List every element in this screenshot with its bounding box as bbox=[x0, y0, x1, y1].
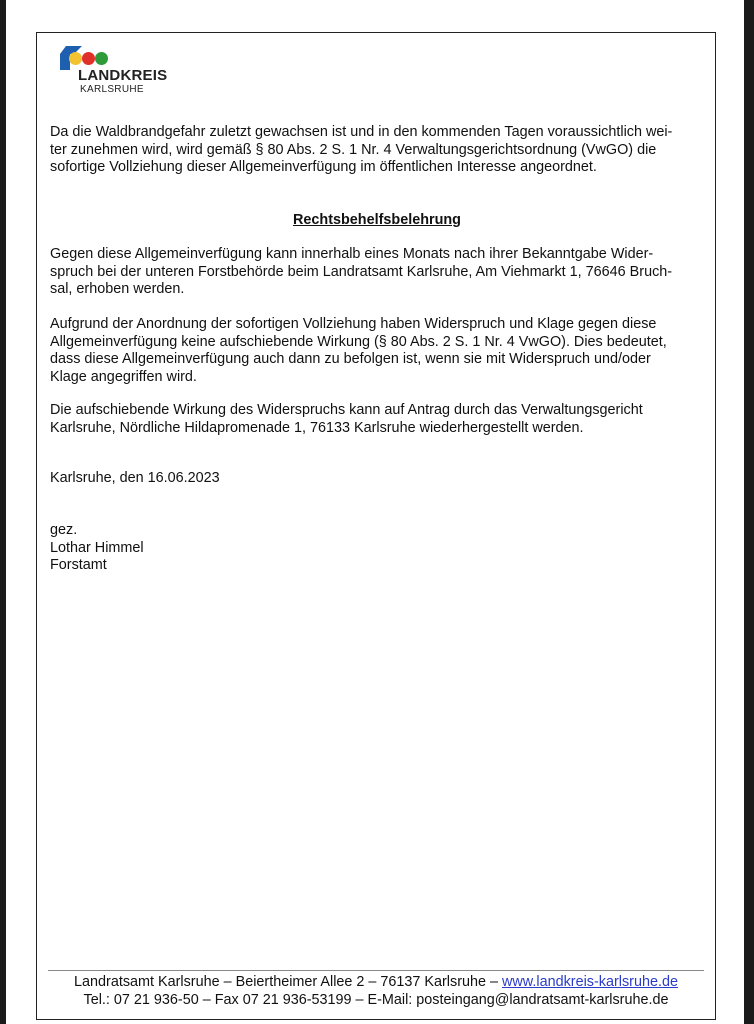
text-line: Aufgrund der Anordnung der sofortigen Vollziehung haben Widerspruch und Klage gegen diese bbox=[50, 316, 657, 332]
text-line: Karlsruhe, Nördliche Hildapromenade 1, 76133 Karlsruhe wiederhergestellt werden. bbox=[50, 419, 584, 436]
logo-yellow-dot bbox=[69, 52, 82, 65]
paragraph-no-suspensive-effect bbox=[50, 316, 710, 386]
text-line: Klage angegriffen wird. bbox=[50, 368, 197, 385]
footer-website-link[interactable]: www.landkreis-karlsruhe.de bbox=[502, 974, 678, 990]
paragraph-immediate-enforcement bbox=[50, 124, 710, 177]
text-line: sal, erhoben werden. bbox=[50, 281, 185, 298]
logo-title: LANDKREIS bbox=[78, 67, 168, 84]
footer-address bbox=[40, 973, 712, 992]
text-line: ter zunehmen wird, wird gemäß § 80 Abs. 2 S. 1 Nr. 4 Verwaltungsgerichtsordnung (VwGO) die bbox=[50, 141, 657, 158]
paragraph-restoration bbox=[50, 402, 710, 437]
place-date: Karlsruhe, den 16.06.2023 bbox=[50, 470, 220, 486]
text-line: Allgemeinverfügung keine aufschiebende Wirkung (§ 80 Abs. 2 S. 1 Nr. 4 VwGO). Dies bedeutet, bbox=[50, 333, 667, 350]
text-line: sofortige Vollziehung dieser Allgemeinverfügung im öffentlichen Interesse angeordnet. bbox=[50, 159, 597, 176]
logo-green-dot bbox=[95, 52, 108, 65]
text-line: Gegen diese Allgemeinverfügung kann innerhalb eines Monats nach ihrer Bekanntgabe Wider- bbox=[50, 246, 654, 262]
signature-block bbox=[50, 522, 710, 575]
text-line: Die aufschiebende Wirkung des Widerspruchs kann auf Antrag durch das Verwaltungsgericht bbox=[50, 402, 643, 418]
logo-red-dot bbox=[82, 52, 95, 65]
text-line: spruch bei der unteren Forstbehörde beim Landratsamt Karlsruhe, Am Viehmarkt 1, 76646 Bruch- bbox=[50, 263, 673, 280]
footer-contact: Tel.: 07 21 936-50 – Fax 07 21 936-53199 – E-Mail: posteingang@landratsamt-karlsruhe.de bbox=[83, 992, 669, 1008]
section-heading: Rechtsbehelfsbelehrung bbox=[293, 212, 461, 228]
landkreis-logo bbox=[54, 40, 174, 102]
signature-name: Lothar Himmel bbox=[50, 539, 144, 556]
text-line: dass diese Allgemeinverfügung auch dann zu befolgen ist, wenn sie mit Widerspruch und/oder bbox=[50, 351, 651, 368]
footer-address-text: Landratsamt Karlsruhe – Beiertheimer Allee 2 – 76137 Karlsruhe – bbox=[74, 974, 502, 990]
logo-subtitle: KARLSRUHE bbox=[80, 84, 144, 95]
footer-divider bbox=[48, 970, 704, 971]
paragraph-objection bbox=[50, 246, 710, 299]
signature-gez: gez. bbox=[50, 522, 78, 538]
text-line: Da die Waldbrandgefahr zuletzt gewachsen ist und in den kommenden Tagen voraussichtlich wei- bbox=[50, 124, 673, 140]
signature-office: Forstamt bbox=[50, 557, 107, 574]
